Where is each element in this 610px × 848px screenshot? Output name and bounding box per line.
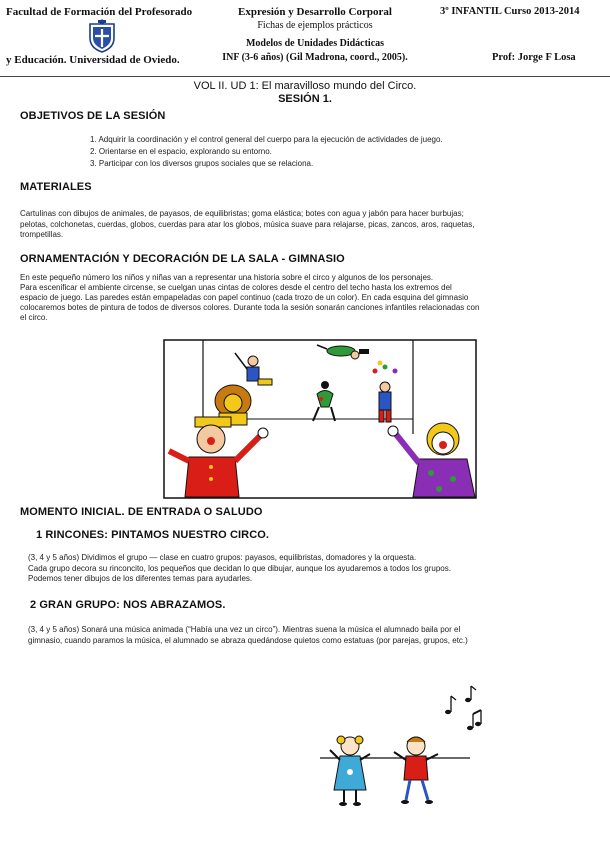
decoration-line: colocaremos botes de pintura de todos de diversos colores. Durante toda la sesión sonarán canciones infantiles relacionadas con: [20, 303, 480, 312]
session-title: SESIÓN 1.: [278, 93, 332, 105]
header-right-line1: 3º INFANTIL Curso 2013-2014: [440, 6, 580, 17]
header-center-line4: INF (3-6 años) (Gil Madrona, coord., 2005).: [222, 52, 408, 63]
header-center-line3: Modelos de Unidades Didácticas: [245, 38, 385, 49]
decoration-line: Para escenificar el ambiente circense, se cuelgan unas cintas de colores desde el centro del techo hasta los extremos del: [20, 283, 452, 292]
rincones-heading: 1 RINCONES: PINTAMOS NUESTRO CIRCO.: [36, 529, 270, 541]
university-seal-icon: [84, 18, 120, 54]
dancing-children-illustration: [320, 684, 490, 814]
rincones-text: [28, 553, 608, 584]
materials-line: Cartulinas con dibujos de animales, de payasos, de equilibristas; goma elástica; botes con agua y jabón para hacer burbujas;: [20, 209, 464, 218]
decoration-line: el circo.: [20, 313, 48, 322]
materials-text: [20, 209, 605, 240]
objectives-heading: OBJETIVOS DE LA SESIÓN: [20, 110, 166, 122]
materials-line: trompetillas.: [20, 230, 64, 239]
rincones-line: Cada grupo decora su rinconcito, los pequeños que decidan lo que dibujar, aunque los ayudaremos a todos los grupos.: [28, 563, 451, 573]
decoration-line: En este pequeño número los niños y niñas van a representar una historia sobre el circo y algunos de los personajes.: [20, 273, 434, 282]
decoration-line: espacio de juego. Las paredes están empapeladas con papel continuo (cada trozo de un color). En cada esquina del gimnasio: [20, 293, 469, 302]
initial-heading: MOMENTO INICIAL. DE ENTRADA O SALUDO: [20, 506, 263, 518]
header-right-line2: Prof: Jorge F Losa: [492, 52, 576, 63]
header-center-line2: Fichas de ejemplos prácticos: [257, 20, 373, 31]
page-title: VOL II. UD 1: El maravilloso mundo del Circo.: [193, 80, 417, 92]
grupo-text: [28, 625, 610, 645]
girl-dancing: [330, 736, 370, 806]
objective-item: 1. Adquirir la coordinación y el control general del cuerpo para la ejecución de actividades de juego.: [90, 135, 443, 144]
circus-illustration: [163, 339, 477, 499]
header-divider: [0, 76, 610, 77]
materials-heading: MATERIALES: [20, 181, 92, 193]
header-left-line2: y Educación. Universidad de Oviedo.: [6, 54, 180, 66]
materials-line: pelotas, colchonetas, cuerdas, globos, cuerdas para atar los globos, música suave para relajarse, picas, zancos, aros, raquetas,: [20, 219, 475, 229]
decoration-heading: ORNAMENTACIÓN Y DECORACIÓN DE LA SALA - GIMNASIO: [20, 253, 345, 265]
header-left-line1: Facultad de Formación del Profesorado: [6, 6, 193, 18]
objective-item: 2. Orientarse en el espacio, explorando su entorno.: [90, 147, 272, 156]
boy-dancing: [394, 737, 438, 804]
objective-item: 3. Participar con los diversos grupos sociales que se relaciona.: [90, 159, 314, 168]
grupo-line: (3, 4 y 5 años) Sonará una música animada (“Había una vez un circo”). Mientras suena la música el alumnado baila por el: [28, 625, 461, 634]
music-notes-icon: [445, 686, 481, 730]
grupo-line: gimnasio, cuando paramos la música, el alumnado se abraza quedándose quietos como estatuas (por parejas, grupos, etc.): [28, 635, 468, 645]
grupo-heading: 2 GRAN GRUPO: NOS ABRAZAMOS.: [30, 599, 226, 611]
rincones-line: Podemos tener dibujos de los diferentes temas para ayudarles.: [28, 574, 253, 583]
rincones-line: (3, 4 y 5 años) Dividimos el grupo — clase en cuatro grupos: payasos, equilibristas, domadores y la orquesta.: [28, 553, 417, 562]
header-center-line1: Expresión y Desarrollo Corporal: [238, 6, 392, 18]
decoration-text: [20, 273, 605, 323]
